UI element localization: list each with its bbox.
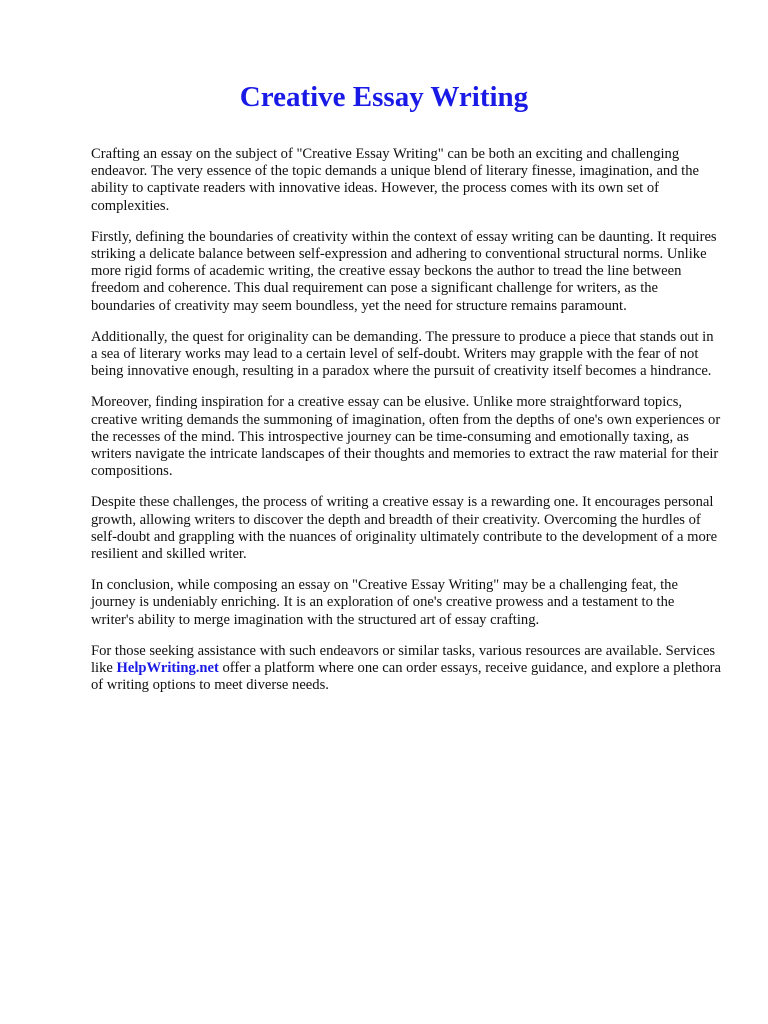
paragraph-closing	[91, 643, 721, 695]
paragraph-boundaries: Firstly, defining the boundaries of creativity within the context of essay writing can be daunting. It requires striking a delicate balance between self-expression and adhering to conventional structural norms. Unlike more rigid forms of academic writing, the creative essay beckons the author to tread the line between freedom and coherence. This dual requirement can pose a significant challenge for writers, as the boundaries of creativity may seem boundless, yet the need for structure remains paramount.	[91, 228, 717, 314]
paragraph-inspiration: Moreover, finding inspiration for a creative essay can be elusive. Unlike more straightforward topics, creative writing demands the summoning of imagination, often from the depths of one's own experiences or the recesses of the mind. This introspective journey can be time-consuming and emotionally taxing, as writers navigate the intricate landscapes of their thoughts and memories to extract the raw material for their compositions.	[91, 394, 721, 480]
helpwriting-link[interactable]: HelpWriting.net	[116, 660, 219, 677]
paragraph-conclusion: In conclusion, while composing an essay on "Creative Essay Writing" may be a challenging feat, the journey is undeniably enriching. It is an exploration of one's creative prowess and a testament to the writer's ability to merge imagination with the structured art of essay crafting.	[91, 577, 678, 628]
paragraph-rewards: Despite these challenges, the process of writing a creative essay is a rewarding one. It encourages personal growth, allowing writers to discover the depth and breadth of their creativity. Overcoming the hurdles of self-doubt and grappling with the nuances of originality ultimately contribute to the development of a more resilient and skilled writer.	[91, 494, 718, 563]
essay-body	[91, 146, 721, 708]
paragraph-intro: Crafting an essay on the subject of "Creative Essay Writing" can be both an exciting and challenging endeavor. The very essence of the topic demands a unique blend of literary finesse, imagination, and the ability to captivate readers with innovative ideas. However, the process comes with its own set of complexities.	[91, 146, 700, 214]
page-title: Creative Essay Writing	[239, 81, 529, 113]
closing-text-before: For those seeking assistance with such endeavors or similar tasks, various resources are available. Services like	[91, 642, 716, 677]
paragraph-originality: Additionally, the quest for originality can be demanding. The pressure to produce a piece that stands out in a sea of literary works may lead to a certain level of self-doubt. Writers may grapple with the fear of not being innovative enough, resulting in a paradox where the pursuit of creativity itself becomes a hindrance.	[91, 328, 714, 380]
closing-text-after: offer a platform where one can order essays, receive guidance, and explore a plethora of writing options to meet diverse needs.	[91, 660, 722, 694]
